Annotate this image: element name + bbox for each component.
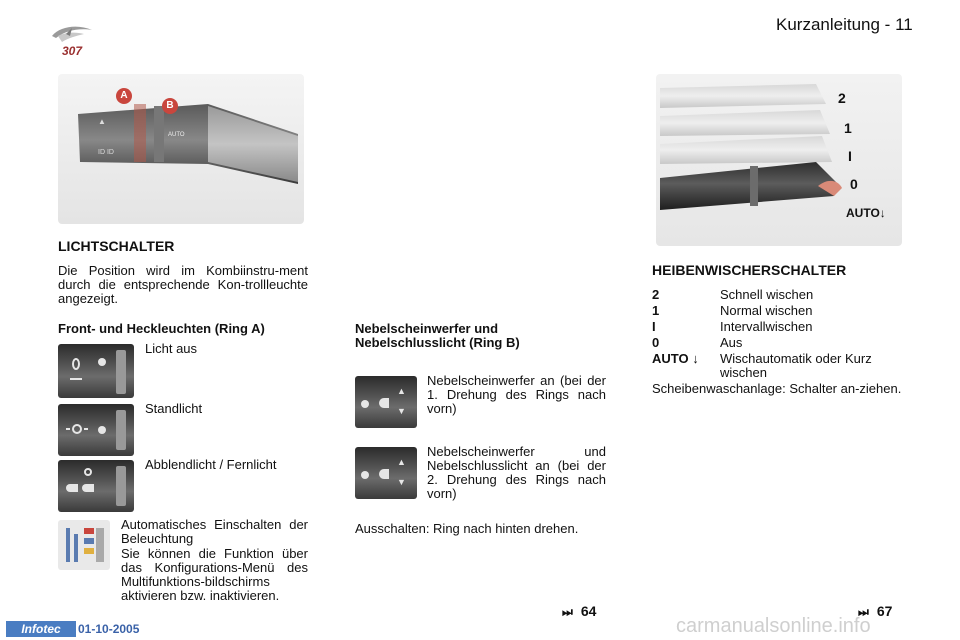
wiper-key-1: 1 — [652, 303, 660, 318]
wiper-value-0: Aus — [720, 335, 743, 350]
position-label-off: Licht aus — [145, 341, 198, 356]
headlight-thumbnail — [58, 460, 134, 512]
wiper-value-1: Normal wischen — [720, 303, 813, 318]
light-switch-photo — [58, 74, 304, 224]
ring-a-heading: Front- und Heckleuchten (Ring A) — [58, 321, 265, 336]
wiper-key-2: 2 — [652, 287, 660, 302]
settings-menu-icon — [58, 520, 110, 570]
marker-a: A — [116, 88, 132, 104]
position-label-parking: Standlicht — [145, 401, 203, 416]
wiper-value-auto: Wischautomatik oder Kurz wischen — [720, 351, 872, 380]
wiper-label-0: 0 — [850, 176, 858, 192]
svg-text:▲: ▲ — [98, 117, 106, 126]
svg-text:ID ID: ID ID — [98, 149, 114, 156]
wiper-key-0: 0 — [652, 335, 660, 350]
page-ref-arrow-icon: ⏭ — [858, 605, 869, 619]
fog-heading-line1: Nebelscheinwerfer und — [355, 321, 499, 336]
wiper-label-2: 2 — [838, 90, 846, 106]
wiper-key-auto: AUTO ↓ — [652, 351, 699, 366]
auto-lighting-title: Automatisches Einschalten der Beleuchtung — [121, 517, 308, 546]
wiper-label-auto: AUTO↓ — [846, 206, 886, 220]
brand-logo — [48, 22, 94, 62]
position-label-headlight: Abblendlicht / Fernlicht — [145, 457, 277, 472]
parking-light-thumbnail — [58, 404, 134, 456]
fog-front-thumbnail: ▲ ▼ — [355, 376, 417, 428]
wiper-key-i: I — [652, 319, 656, 334]
footer-date: 01-10-2005 — [78, 622, 140, 636]
lichtschalter-heading: LICHTSCHALTER — [58, 238, 175, 254]
wiper-value-i: Intervallwischen — [720, 319, 813, 334]
auto-lighting-text: Sie können die Funktion über das Konfigurations-Menü des Multifunktions-bildschirms aktivieren bzw. inaktivieren. — [121, 546, 308, 603]
page-title: Kurzanleitung - 11 — [776, 15, 913, 34]
down-arrow-icon: ↓ — [692, 351, 699, 366]
page-ref-64[interactable]: ⏭ 64 — [562, 603, 597, 619]
page-ref-67[interactable]: ⏭ 67 — [858, 603, 893, 619]
fog-heading-line2: Nebelschlusslicht (Ring B) — [355, 335, 520, 350]
wiper-heading: HEIBENWISCHERSCHALTER — [652, 262, 847, 278]
fog-item1: Nebelscheinwerfer an (bei der 1. Drehung des Rings nach vorn) — [427, 373, 606, 416]
lichtschalter-intro: Die Position wird im Kombiinstru-ment durch die entsprechende Kon-trollleuchte angezeigt. — [58, 263, 308, 306]
footer-bar — [0, 615, 960, 640]
wiper-switch-photo — [656, 74, 902, 246]
infotec-logo: Infotec — [6, 621, 76, 637]
watermark-text: carmanualsonline.info — [676, 615, 871, 637]
down-arrow-icon: ↓ — [879, 206, 886, 220]
svg-text:AUTO: AUTO — [168, 132, 185, 138]
fog-heading — [355, 322, 615, 350]
fog-off-text: Ausschalten: Ring nach hinten drehen. — [355, 521, 579, 536]
marker-b: B — [162, 98, 178, 114]
fog-rear-thumbnail: ▲ ▼ — [355, 447, 417, 499]
logo-model-number: 307 — [62, 44, 83, 58]
fog-item2: Nebelscheinwerfer und Nebelschlusslicht an (bei der 2. Drehung des Rings nach vorn) — [427, 444, 606, 501]
wiper-label-1: 1 — [844, 120, 852, 136]
page-ref-arrow-icon: ⏭ — [562, 605, 573, 619]
lights-off-thumbnail — [58, 344, 134, 398]
wiper-value-2: Schnell wischen — [720, 287, 814, 302]
washer-text: Scheibenwaschanlage: Schalter an-ziehen. — [652, 381, 902, 396]
wiper-label-i: I — [848, 148, 852, 164]
